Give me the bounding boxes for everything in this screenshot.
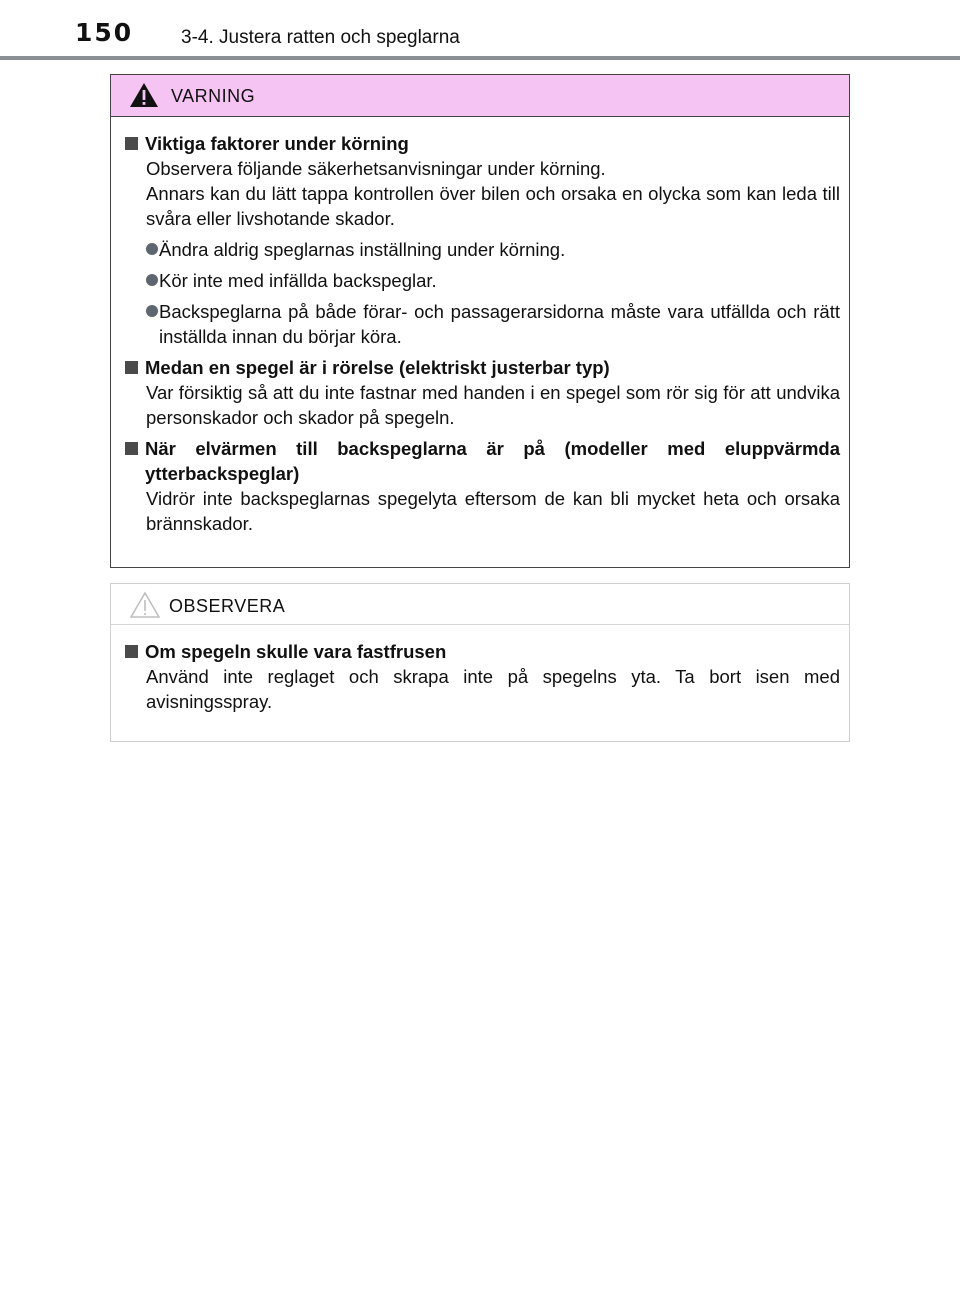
square-bullet-icon: [125, 645, 138, 658]
warning-paragraph: Observera följande säkerhetsanvisningar under körning.: [146, 158, 606, 179]
warning-triangle-icon: [129, 82, 159, 108]
notice-label: OBSERVERA: [169, 596, 286, 616]
warning-paragraph: Var försiktig så att du inte fastnar med handen i en spegel som rör sig för att undvika personskador och skador på spegeln.: [146, 382, 840, 428]
notice-paragraph: Använd inte reglaget och skrapa inte på spegelns yta. Ta bort isen med avisningsspray.: [146, 666, 840, 712]
caution-triangle-outline-icon: [129, 591, 161, 619]
list-item: Backspeglarna på både förar- och passagerarsidorna måste vara utfällda och rätt inställda innan du börjar köra.: [123, 299, 840, 349]
round-bullet-icon: [146, 243, 158, 255]
square-bullet-icon: [125, 442, 138, 455]
warning-paragraph: Annars kan du lätt tappa kontrollen över bilen och orsaka en olycka som kan leda till svåra eller livshotande skador.: [146, 183, 840, 229]
warning-section-heading: Medan en spegel är i rörelse (elektriskt justerbar typ): [123, 355, 840, 380]
round-bullet-icon: [146, 305, 158, 317]
square-bullet-icon: [125, 361, 138, 374]
warning-header: [111, 75, 849, 117]
notice-body: [111, 625, 849, 714]
warning-paragraph: Vidrör inte backspeglarnas spegelyta eftersom de kan bli mycket heta och orsaka brännskador.: [146, 488, 840, 534]
warning-section-heading: Viktiga faktorer under körning: [123, 131, 840, 156]
page-header: [0, 0, 960, 60]
list-item: Ändra aldrig speglarnas inställning under körning.: [123, 237, 840, 262]
list-item: Kör inte med infällda backspeglar.: [123, 268, 840, 293]
square-bullet-icon: [125, 137, 138, 150]
notice-box: [110, 583, 850, 742]
notice-section-heading: Om spegeln skulle vara fastfrusen: [123, 639, 840, 664]
warning-section-heading: När elvärmen till backspeglarna är på (modeller med eluppvärmda ytterbackspeglar): [123, 436, 840, 486]
page-number: 150: [75, 18, 134, 47]
warning-box: [110, 74, 850, 568]
warning-label: VARNING: [171, 86, 256, 106]
header-divider: [0, 56, 960, 60]
section-title: 3-4. Justera ratten och speglarna: [181, 27, 460, 48]
warning-body: [111, 117, 849, 536]
notice-header: [111, 584, 849, 625]
round-bullet-icon: [146, 274, 158, 286]
